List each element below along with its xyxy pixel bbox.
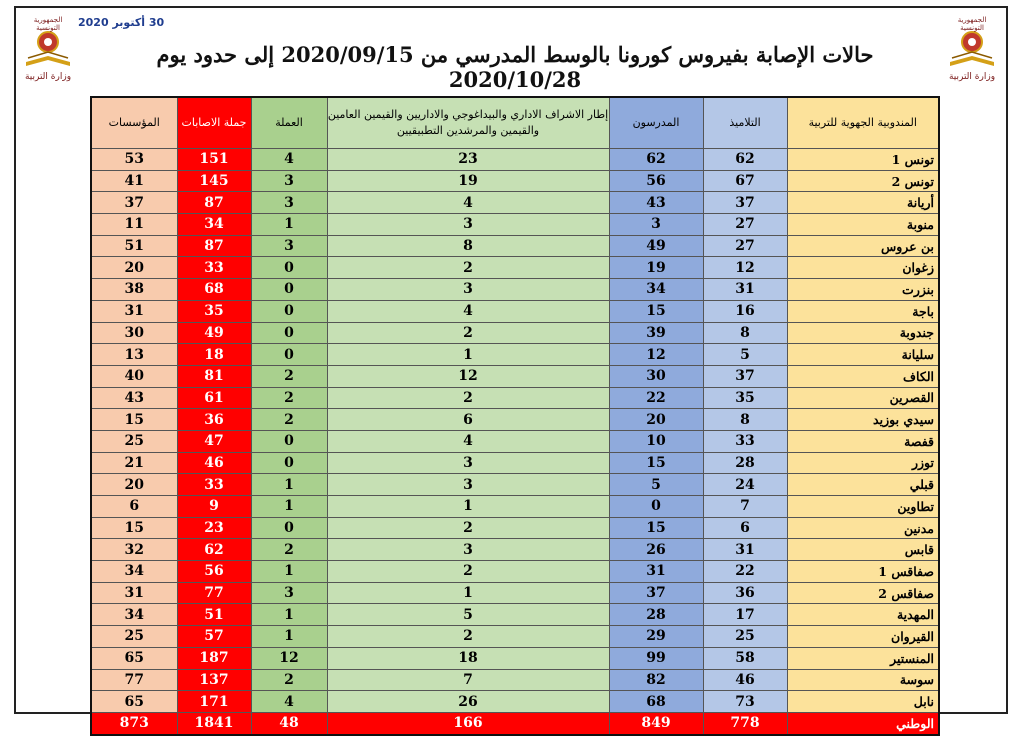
cell-workers: 3: [251, 235, 327, 257]
cell-institutions: 77: [91, 669, 177, 691]
national-pupils: 778: [703, 712, 787, 734]
table-row: [91, 604, 939, 626]
cell-staff: 6: [327, 409, 609, 431]
cell-total: 151: [177, 149, 251, 171]
cell-workers: 4: [251, 149, 327, 171]
cell-teachers: 28: [609, 604, 703, 626]
cell-workers: 2: [251, 539, 327, 561]
cell-institutions: 20: [91, 257, 177, 279]
cell-workers: 1: [251, 214, 327, 236]
cell-total: 187: [177, 647, 251, 669]
national-total: 1841: [177, 712, 251, 734]
cell-pupils: 22: [703, 561, 787, 583]
table-row: [91, 365, 939, 387]
table-row: [91, 344, 939, 366]
table-row: [91, 626, 939, 648]
cell-teachers: 15: [609, 300, 703, 322]
cell-workers: 1: [251, 561, 327, 583]
cell-total: 57: [177, 626, 251, 648]
cell-workers: 2: [251, 365, 327, 387]
national-region: الوطني: [787, 712, 939, 734]
cell-total: 77: [177, 582, 251, 604]
cell-staff: 7: [327, 669, 609, 691]
cell-pupils: 8: [703, 322, 787, 344]
cell-teachers: 49: [609, 235, 703, 257]
table-row: [91, 496, 939, 518]
cell-total: 49: [177, 322, 251, 344]
cell-pupils: 8: [703, 409, 787, 431]
cell-teachers: 68: [609, 691, 703, 713]
cell-workers: 1: [251, 496, 327, 518]
cell-institutions: 20: [91, 474, 177, 496]
cell-region: القصرين: [787, 387, 939, 409]
cell-institutions: 11: [91, 214, 177, 236]
national-teachers: 849: [609, 712, 703, 734]
cell-staff: 1: [327, 496, 609, 518]
cell-total: 36: [177, 409, 251, 431]
cell-staff: 2: [327, 626, 609, 648]
cell-region: قابس: [787, 539, 939, 561]
cell-staff: 8: [327, 235, 609, 257]
cell-workers: 2: [251, 409, 327, 431]
table-body: [91, 149, 939, 735]
cell-region: تونس 1: [787, 149, 939, 171]
cell-pupils: 37: [703, 192, 787, 214]
cell-teachers: 15: [609, 452, 703, 474]
cell-institutions: 53: [91, 149, 177, 171]
cell-pupils: 25: [703, 626, 787, 648]
table-row: [91, 539, 939, 561]
cell-pupils: 5: [703, 344, 787, 366]
cell-total: 68: [177, 279, 251, 301]
cell-total: 81: [177, 365, 251, 387]
logo-banner: الجمهورية التونسية: [33, 16, 63, 32]
table-header-row: [91, 97, 939, 149]
cell-region: المهدية: [787, 604, 939, 626]
cell-institutions: 34: [91, 604, 177, 626]
cell-institutions: 40: [91, 365, 177, 387]
cell-workers: 0: [251, 452, 327, 474]
cell-pupils: 35: [703, 387, 787, 409]
cell-total: 33: [177, 257, 251, 279]
table-row: [91, 257, 939, 279]
national-institutions: 873: [91, 712, 177, 734]
cell-total: 62: [177, 539, 251, 561]
cell-pupils: 7: [703, 496, 787, 518]
cell-staff: 3: [327, 279, 609, 301]
cell-total: 145: [177, 170, 251, 192]
cell-region: سليانة: [787, 344, 939, 366]
cell-staff: 4: [327, 300, 609, 322]
table-row: [91, 300, 939, 322]
cell-staff: 26: [327, 691, 609, 713]
cell-teachers: 99: [609, 647, 703, 669]
cell-region: توزر: [787, 452, 939, 474]
cell-workers: 0: [251, 257, 327, 279]
national-workers: 48: [251, 712, 327, 734]
cell-institutions: 41: [91, 170, 177, 192]
cell-region: بنزرت: [787, 279, 939, 301]
cell-workers: 0: [251, 300, 327, 322]
cell-pupils: 27: [703, 235, 787, 257]
cell-workers: 2: [251, 669, 327, 691]
cell-total: 9: [177, 496, 251, 518]
cell-workers: 1: [251, 604, 327, 626]
cell-total: 33: [177, 474, 251, 496]
cell-staff: 2: [327, 517, 609, 539]
cell-institutions: 38: [91, 279, 177, 301]
cell-teachers: 26: [609, 539, 703, 561]
cell-region: أريانة: [787, 192, 939, 214]
table-row: [91, 691, 939, 713]
cell-workers: 0: [251, 344, 327, 366]
cell-institutions: 25: [91, 626, 177, 648]
logo-caption: وزارة التربية: [948, 72, 996, 82]
cell-institutions: 31: [91, 300, 177, 322]
cell-pupils: 27: [703, 214, 787, 236]
cell-region: سيدي بوزيد: [787, 409, 939, 431]
cell-teachers: 34: [609, 279, 703, 301]
report-date: 30 أكتوبر 2020: [78, 16, 165, 29]
header-pupils: التلاميذ: [703, 97, 787, 149]
cell-institutions: 25: [91, 430, 177, 452]
cell-region: تونس 2: [787, 170, 939, 192]
cell-pupils: 62: [703, 149, 787, 171]
header-region: المندوبية الجهوية للتربية: [787, 97, 939, 149]
cell-total: 23: [177, 517, 251, 539]
cell-pupils: 31: [703, 279, 787, 301]
cell-pupils: 12: [703, 257, 787, 279]
cell-staff: 3: [327, 452, 609, 474]
logo-caption: وزارة التربية: [24, 72, 72, 82]
cell-teachers: 22: [609, 387, 703, 409]
cell-pupils: 58: [703, 647, 787, 669]
cell-staff: 1: [327, 344, 609, 366]
cell-pupils: 28: [703, 452, 787, 474]
table-row: [91, 387, 939, 409]
cell-teachers: 19: [609, 257, 703, 279]
table-row: [91, 561, 939, 583]
cell-pupils: 33: [703, 430, 787, 452]
table-row: [91, 409, 939, 431]
cell-region: نابل: [787, 691, 939, 713]
cell-region: الكاف: [787, 365, 939, 387]
cell-region: المنستير: [787, 647, 939, 669]
cell-staff: 4: [327, 192, 609, 214]
cell-staff: 3: [327, 539, 609, 561]
cell-institutions: 21: [91, 452, 177, 474]
cell-institutions: 13: [91, 344, 177, 366]
cell-total: 137: [177, 669, 251, 691]
cell-region: سوسة: [787, 669, 939, 691]
cell-region: جندوبة: [787, 322, 939, 344]
table-row: [91, 279, 939, 301]
cell-total: 18: [177, 344, 251, 366]
cell-staff: 19: [327, 170, 609, 192]
table-row: [91, 669, 939, 691]
cell-total: 87: [177, 192, 251, 214]
covid-cases-table: [90, 96, 940, 736]
ministry-logo-right: [942, 16, 1002, 82]
header-teachers: المدرسون: [609, 97, 703, 149]
cell-teachers: 10: [609, 430, 703, 452]
cell-teachers: 30: [609, 365, 703, 387]
cell-institutions: 51: [91, 235, 177, 257]
cell-workers: 0: [251, 322, 327, 344]
cell-institutions: 6: [91, 496, 177, 518]
cell-workers: 2: [251, 387, 327, 409]
cell-total: 46: [177, 452, 251, 474]
cell-region: قبلي: [787, 474, 939, 496]
cell-region: قفصة: [787, 430, 939, 452]
table-row: [91, 517, 939, 539]
cell-region: صفاقس 2: [787, 582, 939, 604]
cell-total: 56: [177, 561, 251, 583]
cell-total: 35: [177, 300, 251, 322]
cell-workers: 3: [251, 192, 327, 214]
cell-institutions: 34: [91, 561, 177, 583]
cell-staff: 2: [327, 561, 609, 583]
cell-staff: 1: [327, 582, 609, 604]
cell-teachers: 62: [609, 149, 703, 171]
cell-institutions: 65: [91, 647, 177, 669]
cell-region: تطاوين: [787, 496, 939, 518]
cell-teachers: 20: [609, 409, 703, 431]
header-staff: إطار الاشراف الاداري والبيداغوجي والاداريين والقيمين العامين والقيمين والمرشدين التطبيقيين: [327, 97, 609, 149]
table-row: [91, 214, 939, 236]
cell-institutions: 31: [91, 582, 177, 604]
cell-workers: 4: [251, 691, 327, 713]
cell-total: 34: [177, 214, 251, 236]
cell-staff: 23: [327, 149, 609, 171]
cell-total: 171: [177, 691, 251, 713]
page-title: حالات الإصابة بفيروس كورونا بالوسط المدرسي من 2020/09/15 إلى حدود يوم 2020/10/28: [156, 42, 874, 92]
cell-teachers: 0: [609, 496, 703, 518]
cell-teachers: 43: [609, 192, 703, 214]
cell-institutions: 15: [91, 517, 177, 539]
table-row: [91, 170, 939, 192]
cell-region: منوبة: [787, 214, 939, 236]
cell-total: 87: [177, 235, 251, 257]
cell-pupils: 17: [703, 604, 787, 626]
cell-staff: 2: [327, 322, 609, 344]
cell-pupils: 24: [703, 474, 787, 496]
table-row: [91, 192, 939, 214]
cell-staff: 4: [327, 430, 609, 452]
cell-teachers: 12: [609, 344, 703, 366]
table-row: [91, 582, 939, 604]
cell-teachers: 5: [609, 474, 703, 496]
header-total: جملة الاصابات: [177, 97, 251, 149]
cell-region: بن عروس: [787, 235, 939, 257]
cell-region: صفاقس 1: [787, 561, 939, 583]
cell-staff: 3: [327, 214, 609, 236]
cell-staff: 5: [327, 604, 609, 626]
cell-workers: 3: [251, 582, 327, 604]
cell-institutions: 37: [91, 192, 177, 214]
cell-teachers: 31: [609, 561, 703, 583]
cell-staff: 12: [327, 365, 609, 387]
logo-banner: الجمهورية التونسية: [957, 16, 987, 32]
cell-institutions: 15: [91, 409, 177, 431]
cell-institutions: 43: [91, 387, 177, 409]
table-row: [91, 452, 939, 474]
table-row: [91, 430, 939, 452]
table-row: [91, 474, 939, 496]
cell-total: 47: [177, 430, 251, 452]
cell-teachers: 29: [609, 626, 703, 648]
cell-teachers: 3: [609, 214, 703, 236]
cell-teachers: 56: [609, 170, 703, 192]
cell-workers: 1: [251, 474, 327, 496]
cell-region: زغوان: [787, 257, 939, 279]
cell-staff: 2: [327, 387, 609, 409]
cell-pupils: 31: [703, 539, 787, 561]
table-row: [91, 149, 939, 171]
cell-teachers: 15: [609, 517, 703, 539]
cell-institutions: 30: [91, 322, 177, 344]
cell-pupils: 6: [703, 517, 787, 539]
cell-region: القيروان: [787, 626, 939, 648]
cell-teachers: 37: [609, 582, 703, 604]
ministry-logo-left: [18, 16, 78, 82]
cell-staff: 2: [327, 257, 609, 279]
cell-pupils: 16: [703, 300, 787, 322]
cell-workers: 0: [251, 430, 327, 452]
cell-pupils: 67: [703, 170, 787, 192]
cell-teachers: 39: [609, 322, 703, 344]
cell-region: مدنين: [787, 517, 939, 539]
cell-workers: 0: [251, 517, 327, 539]
table-row: [91, 322, 939, 344]
cell-workers: 12: [251, 647, 327, 669]
cell-workers: 1: [251, 626, 327, 648]
cell-pupils: 46: [703, 669, 787, 691]
header-institutions: المؤسسات: [91, 97, 177, 149]
cell-region: باجة: [787, 300, 939, 322]
cell-total: 51: [177, 604, 251, 626]
table-row: [91, 647, 939, 669]
cell-workers: 0: [251, 279, 327, 301]
cell-staff: 18: [327, 647, 609, 669]
cell-teachers: 82: [609, 669, 703, 691]
header-workers: العملة: [251, 97, 327, 149]
cell-pupils: 73: [703, 691, 787, 713]
cell-total: 61: [177, 387, 251, 409]
cell-pupils: 36: [703, 582, 787, 604]
cell-staff: 3: [327, 474, 609, 496]
cell-institutions: 65: [91, 691, 177, 713]
cell-workers: 3: [251, 170, 327, 192]
cell-pupils: 37: [703, 365, 787, 387]
national-total-row: [91, 712, 939, 734]
cell-institutions: 32: [91, 539, 177, 561]
national-staff: 166: [327, 712, 609, 734]
table-row: [91, 235, 939, 257]
